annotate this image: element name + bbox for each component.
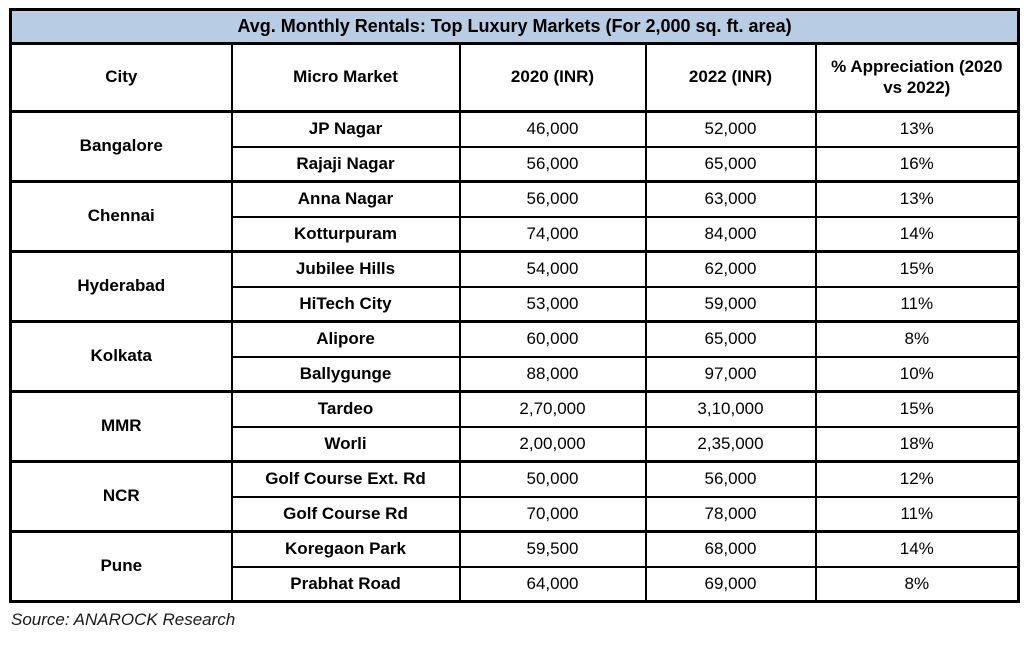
rent-2022-cell: 3,10,000 <box>646 392 816 427</box>
rent-2020-cell: 50,000 <box>460 462 646 497</box>
rent-2022-cell: 56,000 <box>646 462 816 497</box>
rent-2022-cell: 78,000 <box>646 497 816 532</box>
micro-market-cell: Golf Course Rd <box>232 497 460 532</box>
micro-market-cell: Koregaon Park <box>232 532 460 567</box>
appreciation-cell: 11% <box>816 497 1019 532</box>
micro-market-cell: Ballygunge <box>232 357 460 392</box>
rent-2022-cell: 59,000 <box>646 287 816 322</box>
micro-market-cell: JP Nagar <box>232 112 460 147</box>
table-row <box>11 182 1019 217</box>
rent-2020-cell: 54,000 <box>460 252 646 287</box>
micro-market-cell: Golf Course Ext. Rd <box>232 462 460 497</box>
column-header-appreciation: % Appreciation (2020 vs 2022) <box>816 44 1019 112</box>
table-row <box>11 252 1019 287</box>
rent-2022-cell: 84,000 <box>646 217 816 252</box>
rent-2020-cell: 2,00,000 <box>460 427 646 462</box>
appreciation-cell: 11% <box>816 287 1019 322</box>
rent-2022-cell: 97,000 <box>646 357 816 392</box>
rent-2020-cell: 2,70,000 <box>460 392 646 427</box>
table-title-row <box>11 10 1019 44</box>
rent-2020-cell: 70,000 <box>460 497 646 532</box>
appreciation-cell: 14% <box>816 217 1019 252</box>
rent-2022-cell: 63,000 <box>646 182 816 217</box>
rentals-table <box>9 8 1020 603</box>
appreciation-cell: 8% <box>816 322 1019 357</box>
city-cell: Chennai <box>11 182 232 252</box>
table-row <box>11 322 1019 357</box>
table-row <box>11 462 1019 497</box>
table-body <box>11 112 1019 602</box>
city-cell: Hyderabad <box>11 252 232 322</box>
appreciation-cell: 16% <box>816 147 1019 182</box>
micro-market-cell: Rajaji Nagar <box>232 147 460 182</box>
column-header-city: City <box>11 44 232 112</box>
rent-2020-cell: 53,000 <box>460 287 646 322</box>
rent-2022-cell: 2,35,000 <box>646 427 816 462</box>
table-header-row <box>11 44 1019 112</box>
micro-market-cell: Alipore <box>232 322 460 357</box>
appreciation-cell: 13% <box>816 112 1019 147</box>
rent-2020-cell: 56,000 <box>460 182 646 217</box>
appreciation-cell: 18% <box>816 427 1019 462</box>
micro-market-cell: HiTech City <box>232 287 460 322</box>
appreciation-cell: 12% <box>816 462 1019 497</box>
city-cell: Pune <box>11 532 232 602</box>
micro-market-cell: Kotturpuram <box>232 217 460 252</box>
appreciation-cell: 14% <box>816 532 1019 567</box>
column-header-micro-market: Micro Market <box>232 44 460 112</box>
rent-2022-cell: 69,000 <box>646 567 816 602</box>
appreciation-cell: 8% <box>816 567 1019 602</box>
appreciation-cell: 15% <box>816 252 1019 287</box>
table-row <box>11 112 1019 147</box>
column-header-2020: 2020 (INR) <box>460 44 646 112</box>
rent-2020-cell: 64,000 <box>460 567 646 602</box>
rent-2020-cell: 88,000 <box>460 357 646 392</box>
source-note: Source: ANAROCK Research <box>11 610 236 629</box>
appreciation-cell: 10% <box>816 357 1019 392</box>
rent-2022-cell: 68,000 <box>646 532 816 567</box>
rent-2022-cell: 62,000 <box>646 252 816 287</box>
micro-market-cell: Jubilee Hills <box>232 252 460 287</box>
table-row <box>11 532 1019 567</box>
micro-market-cell: Prabhat Road <box>232 567 460 602</box>
rent-2022-cell: 65,000 <box>646 322 816 357</box>
rent-2020-cell: 60,000 <box>460 322 646 357</box>
city-cell: Kolkata <box>11 322 232 392</box>
table-title: Avg. Monthly Rentals: Top Luxury Markets (For 2,000 sq. ft. area) <box>11 10 1019 44</box>
city-cell: MMR <box>11 392 232 462</box>
rent-2020-cell: 59,500 <box>460 532 646 567</box>
micro-market-cell: Tardeo <box>232 392 460 427</box>
rent-2020-cell: 56,000 <box>460 147 646 182</box>
rent-2020-cell: 74,000 <box>460 217 646 252</box>
column-header-2022: 2022 (INR) <box>646 44 816 112</box>
city-cell: Bangalore <box>11 112 232 182</box>
table-row <box>11 392 1019 427</box>
rent-2020-cell: 46,000 <box>460 112 646 147</box>
micro-market-cell: Worli <box>232 427 460 462</box>
appreciation-cell: 15% <box>816 392 1019 427</box>
appreciation-cell: 13% <box>816 182 1019 217</box>
rent-2022-cell: 65,000 <box>646 147 816 182</box>
rent-2022-cell: 52,000 <box>646 112 816 147</box>
city-cell: NCR <box>11 462 232 532</box>
micro-market-cell: Anna Nagar <box>232 182 460 217</box>
